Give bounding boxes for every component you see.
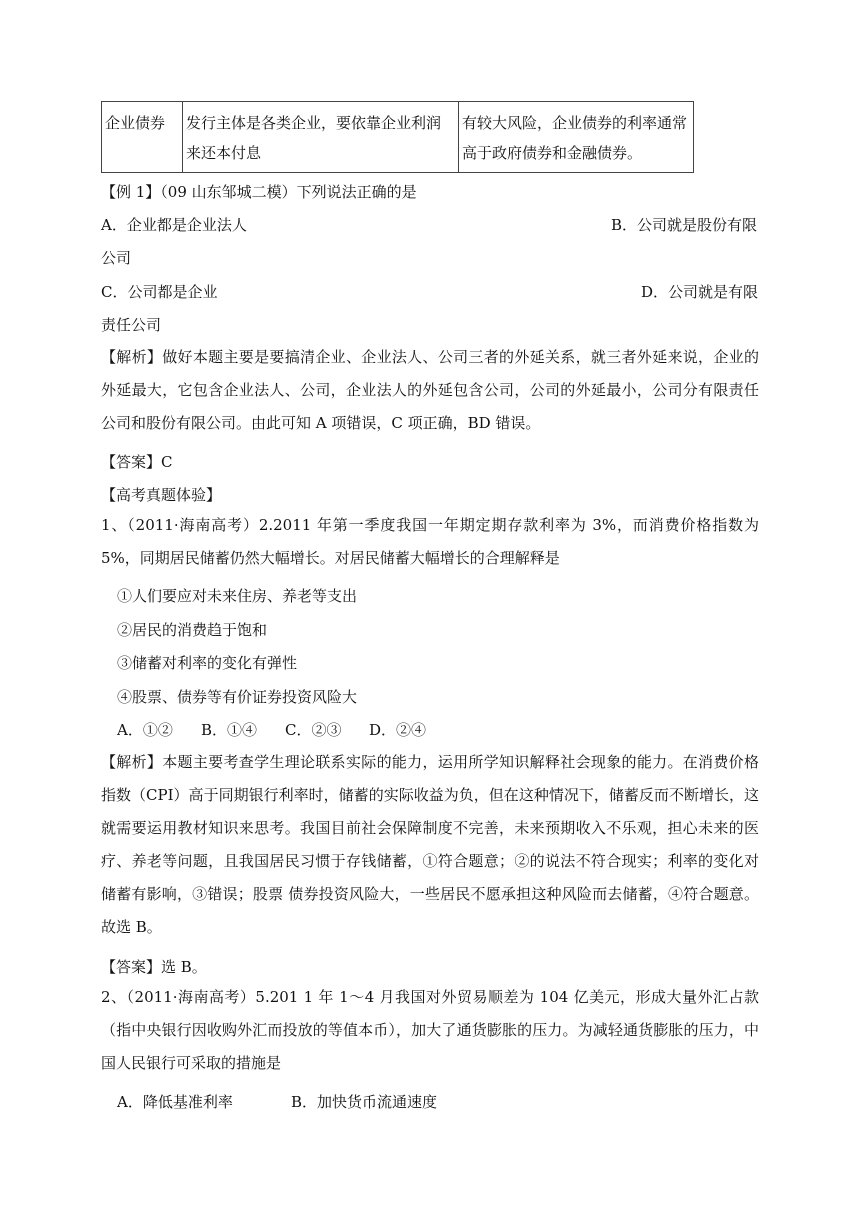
q1-choice-c: C．②③ bbox=[285, 721, 342, 739]
q2-choice-b: B．加快货币流通速度 bbox=[291, 1093, 438, 1111]
q1-item-4: ④股票、债券等有价证券投资风险大 bbox=[117, 688, 358, 706]
section-title: 【高考真题体验】 bbox=[101, 486, 222, 504]
example1-option-c: C．公司都是企业 bbox=[101, 283, 218, 301]
example1-title: 【例 1】（09 山东邹城二模）下列说法正确的是 bbox=[101, 183, 417, 201]
q1-stem: 1、（2011·海南高考）2.2011 年第一季度我国一年期定期存款利率为 3%，而消费价格指数为 5%，同期居民储蓄仍然大幅增长。对居民储蓄大幅增长的合理解释是 bbox=[101, 516, 759, 567]
q1-item-2: ②居民的消费趋于饱和 bbox=[117, 621, 268, 639]
table-cell-type: 企业债券 bbox=[102, 102, 183, 173]
example1-option-b-continued: 公司 bbox=[101, 249, 132, 267]
example1-answer: 【答案】C bbox=[101, 453, 173, 471]
table-cell-issuer: 发行主体是各类企业，要依靠企业利润来还本付息 bbox=[183, 102, 459, 173]
q1-item-3: ③储蓄对利率的变化有弹性 bbox=[117, 654, 298, 672]
q1-answer: 【答案】选 B。 bbox=[101, 958, 207, 976]
q2-stem: 2、（2011·海南高考）5.201 1 年 1～4 月我国对外贸易顺差为 104 亿美元，形成大量外汇占款（指中央银行因收购外汇而投放的等值本币），加大了通货膨胀的压力。为减轻通货膨胀的压力，中国人民银行可采取的措施是 bbox=[101, 988, 759, 1072]
bond-comparison-table bbox=[101, 101, 694, 173]
q1-choice-b: B．①④ bbox=[201, 721, 258, 739]
q1-analysis: 【解析】本题主要考查学生理论联系实际的能力，运用所学知识解释社会现象的能力。在消费价格指数（CPI）高于同期银行利率时，储蓄的实际收益为负，但在这种情况下，储蓄反而不断增长，这就需要运用教材知识来思考。我国目前社会保障制度不完善，未来预期收入不乐观，担心未来的医疗、养老等问题，且我国居民习惯于存钱储蓄，①符合题意；②的说法不符合现实；利率的变化对储蓄有影响，③错误；股票 债券投资风险大，一些居民不愿承担这种风险而去储蓄，④符合题意。故选 B。 bbox=[101, 753, 759, 936]
example1-option-d-continued: 责任公司 bbox=[101, 316, 162, 334]
example1-option-b: B．公司就是股份有限 bbox=[611, 216, 758, 234]
q2-choices bbox=[117, 1092, 437, 1112]
q1-choice-a: A．①② bbox=[117, 721, 173, 739]
table-row bbox=[102, 102, 694, 173]
example1-option-a: A．企业都是企业法人 bbox=[101, 216, 247, 234]
q1-choice-d: D．②④ bbox=[369, 721, 427, 739]
table-cell-risk: 有较大风险，企业债券的利率通常高于政府债券和金融债券。 bbox=[459, 102, 694, 173]
example1-option-d: D．公司就是有限 bbox=[641, 283, 759, 301]
q1-item-1: ①人们要应对未来住房、养老等支出 bbox=[117, 587, 358, 605]
q2-choice-a: A．降低基准利率 bbox=[117, 1093, 233, 1111]
q1-choices bbox=[117, 720, 426, 740]
example1-analysis: 【解析】做好本题主要是要搞清企业、企业法人、公司三者的外延关系，就三者外延来说，企业的外延最大，它包含企业法人、公司，企业法人的外延包含公司，公司的外延最小，公司分有限责任公司和股份有限公司。由此可知 A 项错误，C 项正确，BD 错误。 bbox=[101, 348, 759, 432]
